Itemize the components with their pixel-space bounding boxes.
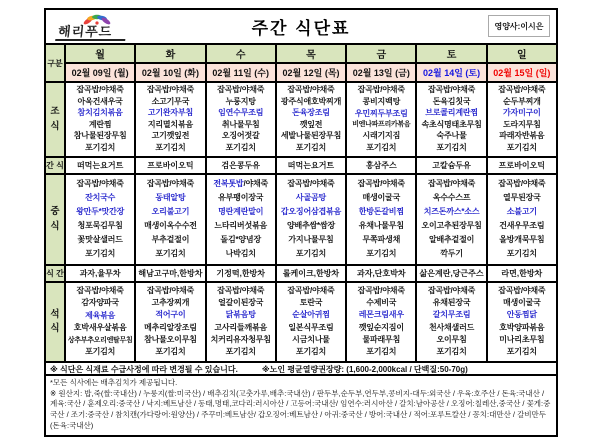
menu-cell-breakfast-4: 잡곡밥/야채죽 콩비지백탕 우민찌두부조림 비엔나파프리카볶음 시래기지짐 포기김치 [347, 83, 415, 156]
day-header-0: 월 [66, 45, 134, 62]
row-label-lunch: 중 식 [46, 175, 64, 264]
snack-cell-morning-snack-4: 홍삼주스 [347, 158, 415, 173]
date-header-1: 02월 10일 (화) [136, 64, 204, 81]
menu-cell-dinner-1: 잡곡밥/야채죽 고추장찌개 적어구이 메추리알장조림 참나물오이무침 포기김치 [136, 283, 204, 361]
menu-cell-dinner-6: 잡곡밥/야채죽 매생이굴국 안동찜닭 호박양파볶음 미나리초무침 포기김치 [488, 283, 556, 361]
snack-cell-morning-snack-3: 떠먹는요거트 [277, 158, 345, 173]
row-label-breakfast: 조 식 [46, 83, 64, 156]
date-header-2: 02월 11일 (수) [207, 64, 275, 81]
day-header-4: 금 [347, 45, 415, 62]
menu-cell-breakfast-6: 잡곡밥/야채죽 순두부찌개 가자미구이 도라지무침 파래자반볶음 포기김치 [488, 83, 556, 156]
snack-cell-afternoon-snack-2: 기정떡,한방차 [207, 266, 275, 281]
menu-cell-breakfast-5: 잡곡밥/야채죽 돈육김칫국 브로콜리계란찜 속초식명태초무침 숙주나물 포기김치 [417, 83, 485, 156]
menu-cell-breakfast-1: 잡곡밥/야채죽 소고기무국 고기완자부침 지리멸치볶음 고기깻잎전 포기김치 [136, 83, 204, 156]
menu-cell-dinner-4: 잡곡밥/야채죽 수제비국 레몬크림새우 깻잎순지짐이 물파래무침 포기김치 [347, 283, 415, 361]
notes-box [44, 374, 558, 437]
snack-cell-afternoon-snack-5: 삶은계란,당근주스 [417, 266, 485, 281]
menu-cell-lunch-3: 잡곡밥/야채죽 사골곰탕 갑오징어삼겹볶음 양배추쌈*쌈장 가지나물무침 포기김치 [277, 175, 345, 264]
snack-cell-morning-snack-2: 검은콩두유 [207, 158, 275, 173]
menu-cell-lunch-2: 전복톳밥/야채죽 유부팽이장국 명란계란말이 느타리버섯볶음 돌김*양념장 나박김치 [207, 175, 275, 264]
date-header-5: 02월 14일 (토) [417, 64, 485, 81]
snack-cell-morning-snack-5: 고칼슘두유 [417, 158, 485, 173]
menu-cell-lunch-1: 잡곡밥/야채죽 동태알탕 오리불고기 매생이옥수수전 부추겉절이 포기김치 [136, 175, 204, 264]
snack-cell-morning-snack-0: 떠먹는요거트 [66, 158, 134, 173]
row-label-afternoon-snack: 식 간 [46, 266, 64, 281]
weekly-menu-table [44, 8, 558, 378]
corner-header: 구분 [46, 45, 64, 81]
menu-cell-lunch-6: 잡곡밥/야채죽 열무된장국 소불고기 건새우무조림 올방개묵무침 포기김치 [488, 175, 556, 264]
snack-cell-morning-snack-6: 프로바이오틱 [488, 158, 556, 173]
menu-cell-breakfast-0: 잡곡밥/야채죽 아욱건새우국 참치김치볶음 계란찜 참나물된장무침 포기김치 [66, 83, 134, 156]
snack-cell-afternoon-snack-3: 롤케이크,한방차 [277, 266, 345, 281]
menu-cell-dinner-3: 잡곡밥/야채죽 토란국 순살아귀찜 일본식무조림 시금치나물 포기김치 [277, 283, 345, 361]
snack-cell-afternoon-snack-0: 과자,율무차 [66, 266, 134, 281]
menu-grid [46, 43, 556, 361]
day-header-3: 목 [277, 45, 345, 62]
snack-cell-afternoon-snack-6: 라면,한방차 [488, 266, 556, 281]
date-header-4: 02월 13일 (금) [347, 64, 415, 81]
kimchi-note: *모든 식사에는 배추김치가 제공됩니다. [50, 378, 178, 387]
title-row [46, 10, 556, 43]
day-header-6: 일 [488, 45, 556, 62]
date-header-0: 02월 09일 (월) [66, 64, 134, 81]
snack-cell-afternoon-snack-1: 해남고구마,한방차 [136, 266, 204, 281]
nutritionist-badge: 영양사:이시은 [488, 15, 550, 37]
snack-cell-afternoon-snack-4: 과자,단호박차 [347, 266, 415, 281]
menu-cell-breakfast-2: 잡곡밥/야채죽 누룽지탕 임연수무조림 취나물무침 오징어젓갈 포기김치 [207, 83, 275, 156]
day-header-1: 화 [136, 45, 204, 62]
logo-text: 해리푸드 [55, 25, 127, 41]
day-header-2: 수 [207, 45, 275, 62]
menu-cell-lunch-4: 잡곡밥/야채죽 매생이굴국 한방돈갈비찜 유채나물무침 무쪽파생채 포기김치 [347, 175, 415, 264]
calorie-note: ※노인 평균열량권장량: (1,600-2,000kcal / 단백질:50-70g) [261, 365, 468, 374]
menu-cell-lunch-0: 잡곡밥/야채죽 잔치국수 왕만두*맛간장 청포묵김무침 꽃맛살샐러드 포기김치 [66, 175, 134, 264]
snack-cell-morning-snack-1: 프로바이오틱 [136, 158, 204, 173]
substitution-note: ※ 식단은 식재료 수급사정에 따라 변경될 수 있습니다. [50, 365, 238, 374]
menu-cell-dinner-5: 잡곡밥/야채죽 유채된장국 갈치무조림 천사채샐러드 오이무침 포기김치 [417, 283, 485, 361]
page-title: 주간 식단표 [251, 19, 351, 38]
day-header-5: 토 [417, 45, 485, 62]
menu-cell-breakfast-3: 잡곡밥/야채죽 광주식애호박찌개 돈육장조림 깻잎전 세발나물된장무침 포기김치 [277, 83, 345, 156]
date-header-6: 02월 15일 (일) [488, 64, 556, 81]
origin-note: ※ 원산지: 밥,죽(쌀:국내산) / 누룽지(쌀:미국산) / 배추김치(고춧가루,배추:국내산) / 판두부,순두부,연두부,콩비지-대두:외국산 / 우육:호주산 / 돈육:국내산 / 계육:국산 / 훈제오리:중국산 / 낙지:베트남산 / 동태,명태,코다리:러시아산 / 고등어:국내산/ 임연수:러시아산 / 갈치:남아공산 / 오징어:칠레산,중국산 / 꽃게:중국산 / 조기:중국산 / 참치캔(가다랑어:원양산) / 주꾸미:베트남산/ 갑오징어:베트남산 / 아귀:중국산 / 방어:국내산 / 적어:포루트칼산 / 꽁치:대만산 / 갈비만두(돈육:국내산) [50, 388, 551, 431]
menu-cell-dinner-2: 잡곡밥/야채죽 얼갈이된장국 닭볶음탕 고사리들깨볶음 치커리유자청무침 포기김치 [207, 283, 275, 361]
date-header-3: 02월 12일 (목) [277, 64, 345, 81]
row-label-morning-snack: 간 식 [46, 158, 64, 173]
menu-cell-dinner-0: 잡곡밥/야채죽 감자양파국 제육볶음 호박새우살볶음 상추부추오리엔탈무침 포기김치 [66, 283, 134, 361]
menu-cell-lunch-5: 잡곡밥/야채죽 옥수수스프 치즈돈까스*소스 오이고추된장무침 알배추겉절이 깍두기 [417, 175, 485, 264]
row-label-dinner: 석 식 [46, 283, 64, 361]
